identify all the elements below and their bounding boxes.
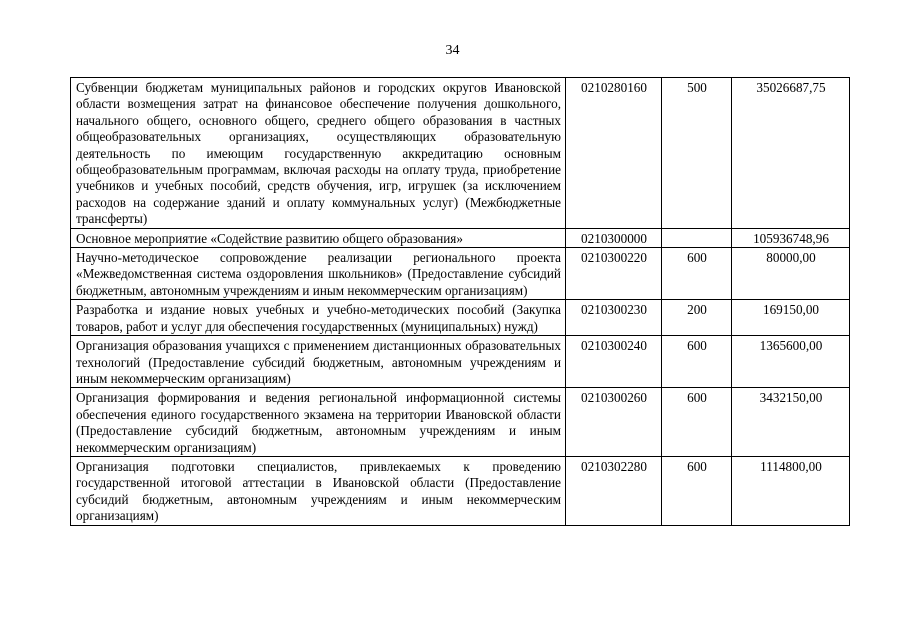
row-description: Организация формирования и ведения региональной информационной системы обеспечения единого государственного экзамена на территории Ивановской области (Предоставление субсидий бюджетным, автономным учреждениям и иным некоммерческим организациям)	[71, 388, 566, 457]
table-row	[71, 78, 850, 229]
row-amount: 80000,00	[732, 248, 850, 300]
row-description: Разработка и издание новых учебных и учебно-методических пособий (Закупка товаров, работ и услуг для обеспечения государственных (муниципальных) нужд)	[71, 300, 566, 336]
row-description: Научно-методическое сопровождение реализации регионального проекта «Межведомственная система оздоровления школьников» (Предоставление субсидий бюджетным, автономным учреждениям и иным некоммерческим организациям)	[71, 248, 566, 300]
row-code: 0210300240	[566, 336, 662, 388]
row-expense-type: 600	[662, 388, 732, 457]
row-expense-type: 200	[662, 300, 732, 336]
row-expense-type	[662, 228, 732, 247]
row-amount: 105936748,96	[732, 228, 850, 247]
row-code: 0210302280	[566, 456, 662, 525]
row-amount: 1365600,00	[732, 336, 850, 388]
row-amount: 3432150,00	[732, 388, 850, 457]
row-amount: 35026687,75	[732, 78, 850, 229]
table-row	[71, 456, 850, 525]
row-expense-type: 500	[662, 78, 732, 229]
row-code: 0210300260	[566, 388, 662, 457]
row-amount: 169150,00	[732, 300, 850, 336]
row-code: 0210280160	[566, 78, 662, 229]
row-code: 0210300230	[566, 300, 662, 336]
table-row	[71, 300, 850, 336]
row-description: Организация подготовки специалистов, привлекаемых к проведению государственной итоговой аттестации в Ивановской области (Предоставление субсидий бюджетным, автономным учреждениям и иным некоммерческим организациям)	[71, 456, 566, 525]
row-amount: 1114800,00	[732, 456, 850, 525]
budget-table	[70, 77, 850, 526]
page-number: 34	[445, 43, 460, 58]
row-expense-type: 600	[662, 336, 732, 388]
row-code: 0210300220	[566, 248, 662, 300]
row-code: 0210300000	[566, 228, 662, 247]
table-row	[71, 248, 850, 300]
table-row	[71, 336, 850, 388]
row-description: Организация образования учащихся с применением дистанционных образовательных технологий (Предоставление субсидий бюджетным, автономным учреждениям и иным некоммерческим организациям)	[71, 336, 566, 388]
row-description: Основное мероприятие «Содействие развитию общего образования»	[71, 228, 566, 247]
row-expense-type: 600	[662, 456, 732, 525]
row-description: Субвенции бюджетам муниципальных районов и городских округов Ивановской области возмещения затрат на финансовое обеспечение получения дошкольного, начального общего, основного общего, среднего общего образования в частных общеобразовательных организациях, осуществляющих образовательную деятельность по имеющим государственную аккредитацию основным общеобразовательным программам, включая расходы на оплату труда, приобретение учебников и учебных пособий, средств обучения, игр, игрушек (за исключением расходов на содержание зданий и оплату коммунальных услуг) (Межбюджетные трансферты)	[71, 78, 566, 229]
table-row	[71, 388, 850, 457]
row-expense-type: 600	[662, 248, 732, 300]
table-row	[71, 228, 850, 247]
